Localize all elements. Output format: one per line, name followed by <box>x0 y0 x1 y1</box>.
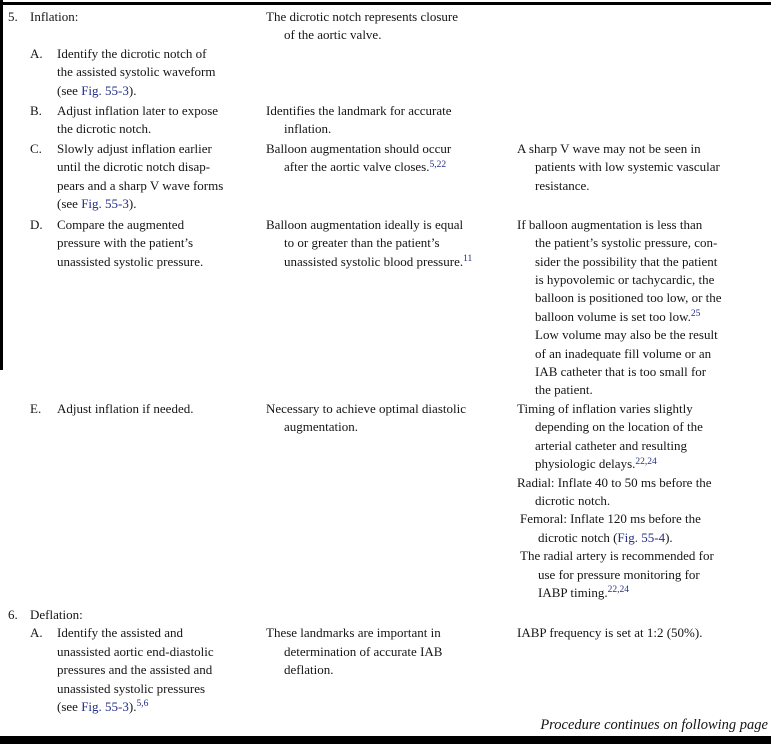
cell-steps <box>8 624 266 716</box>
footnote-ref-link[interactable]: 25 <box>690 309 701 320</box>
cell-considerations <box>517 624 771 716</box>
footnote-ref-link[interactable]: 11 <box>463 254 473 265</box>
cell-rationale <box>266 45 517 102</box>
cell-rationale <box>266 624 517 716</box>
item-label: A. <box>30 45 43 61</box>
step-text: B. Adjust inflation later to expose the dicrotic notch. <box>30 102 219 137</box>
footnote-ref-link[interactable]: 5,22 <box>429 159 447 170</box>
bottom-rule <box>0 736 771 744</box>
continuation-note: Procedure continues on following page <box>540 717 768 733</box>
cell-considerations <box>517 8 771 45</box>
cell-considerations <box>517 216 771 400</box>
rationale-text: Balloon augmentation ideally is equal to or greater than the patient’s unassisted systolic blood pressure.$^{11}$ <box>266 216 473 269</box>
figure-link[interactable]: Fig. 55-3 <box>81 82 129 98</box>
cell-steps <box>8 140 266 216</box>
item-label: 5. <box>8 9 18 24</box>
cell-steps <box>8 102 266 140</box>
step-text: E. Adjust inflation if needed. <box>30 400 266 418</box>
table-row <box>8 8 771 45</box>
rationale-text: These landmarks are important in determination of accurate IAB deflation. <box>266 625 443 678</box>
figure-link[interactable]: Fig. 55-3 <box>81 698 129 714</box>
table-row <box>8 606 771 624</box>
consideration-text: IABP frequency is set at 1:2 (50%). <box>517 625 703 641</box>
procedure-table <box>8 8 771 716</box>
footnote-ref-link[interactable]: 22,24 <box>607 585 629 596</box>
table-row <box>8 624 771 716</box>
rationale-text: Necessary to achieve optimal diastolic augmentation. <box>266 400 466 435</box>
consideration-text: If balloon augmentation is less than the patient’s systolic pressure, con- sider the possibility that the patient is hypovolemic or tachycardic, the balloon is positioned too low, or the balloon volume is set too low.$^{25}$ <box>517 216 722 324</box>
cell-rationale <box>266 8 517 45</box>
cell-steps <box>8 45 266 102</box>
consideration-text: The radial artery is recommended for use for pressure monitoring for IABP timing.$^{22,24}$ <box>520 548 714 600</box>
cell-steps <box>8 606 266 624</box>
figure-link[interactable]: Fig. 55-4 <box>617 529 666 545</box>
left-rule <box>0 0 3 370</box>
item-label: D. <box>30 216 43 232</box>
item-label: A. <box>30 625 43 641</box>
top-rule <box>0 2 771 5</box>
consideration-text: Femoral: Inflate 120 ms before the dicrotic notch (Fig. 55-4). <box>520 511 701 545</box>
rationale-text: Balloon augmentation should occur after the aortic valve closes.$^{5,22}$ <box>266 140 452 175</box>
item-label: B. <box>30 102 42 118</box>
footnote-ref-link[interactable]: 5,6 <box>136 699 149 710</box>
cell-considerations <box>517 102 771 140</box>
cell-rationale <box>266 102 517 140</box>
cell-considerations <box>517 606 771 624</box>
cell-steps <box>8 8 266 45</box>
cell-rationale <box>266 400 517 606</box>
consideration-text: Radial: Inflate 40 to 50 ms before the dicrotic notch. <box>517 474 712 508</box>
table-row <box>8 216 771 400</box>
figure-link[interactable]: Fig. 55-3 <box>81 196 129 212</box>
cell-rationale <box>266 606 517 624</box>
step-text: 5. Inflation: <box>8 8 266 26</box>
step-text: C. Slowly adjust inflation earlier until the dicrotic notch disap- pears and a sharp V wave forms (see Fig. 55-3). <box>30 140 224 212</box>
cell-considerations <box>517 45 771 102</box>
item-label: C. <box>30 140 42 156</box>
consideration-text: A sharp V wave may not be seen in patients with low systemic vascular resistance. <box>517 140 720 193</box>
cell-rationale <box>266 216 517 400</box>
step-text: A. Identify the assisted and unassisted aortic end-diastolic pressures and the assisted and unassisted systolic pressures (see Fig. 55-3).$^{5,6}$ <box>30 625 214 714</box>
rationale-text: The dicrotic notch represents closure of the aortic valve. <box>266 9 459 43</box>
consideration-text: Timing of inflation varies slightly depending on the location of the arterial catheter and resulting physiologic delays.$^{22,24}$ <box>517 400 703 472</box>
footnote-ref-link[interactable]: 22,24 <box>635 456 657 467</box>
item-label: 6. <box>8 606 18 622</box>
step-text: D. Compare the augmented pressure with the patient’s unassisted systolic pressure. <box>30 216 204 269</box>
table-row <box>8 400 771 606</box>
table-row <box>8 102 771 140</box>
item-label: E. <box>30 400 42 416</box>
cell-steps <box>8 400 266 606</box>
rationale-text: Identifies the landmark for accurate inflation. <box>266 102 452 137</box>
table-row <box>8 140 771 216</box>
table-row <box>8 45 771 102</box>
cell-considerations <box>517 140 771 216</box>
step-text: 6. Deflation: <box>8 606 266 624</box>
consideration-text: Low volume may also be the result of an inadequate fill volume or an IAB catheter that is too small for the patient. <box>535 327 718 398</box>
step-text: A. Identify the dicrotic notch of the assisted systolic waveform (see Fig. 55-3). <box>30 45 216 98</box>
cell-steps <box>8 216 266 400</box>
cell-considerations <box>517 400 771 606</box>
cell-rationale <box>266 140 517 216</box>
